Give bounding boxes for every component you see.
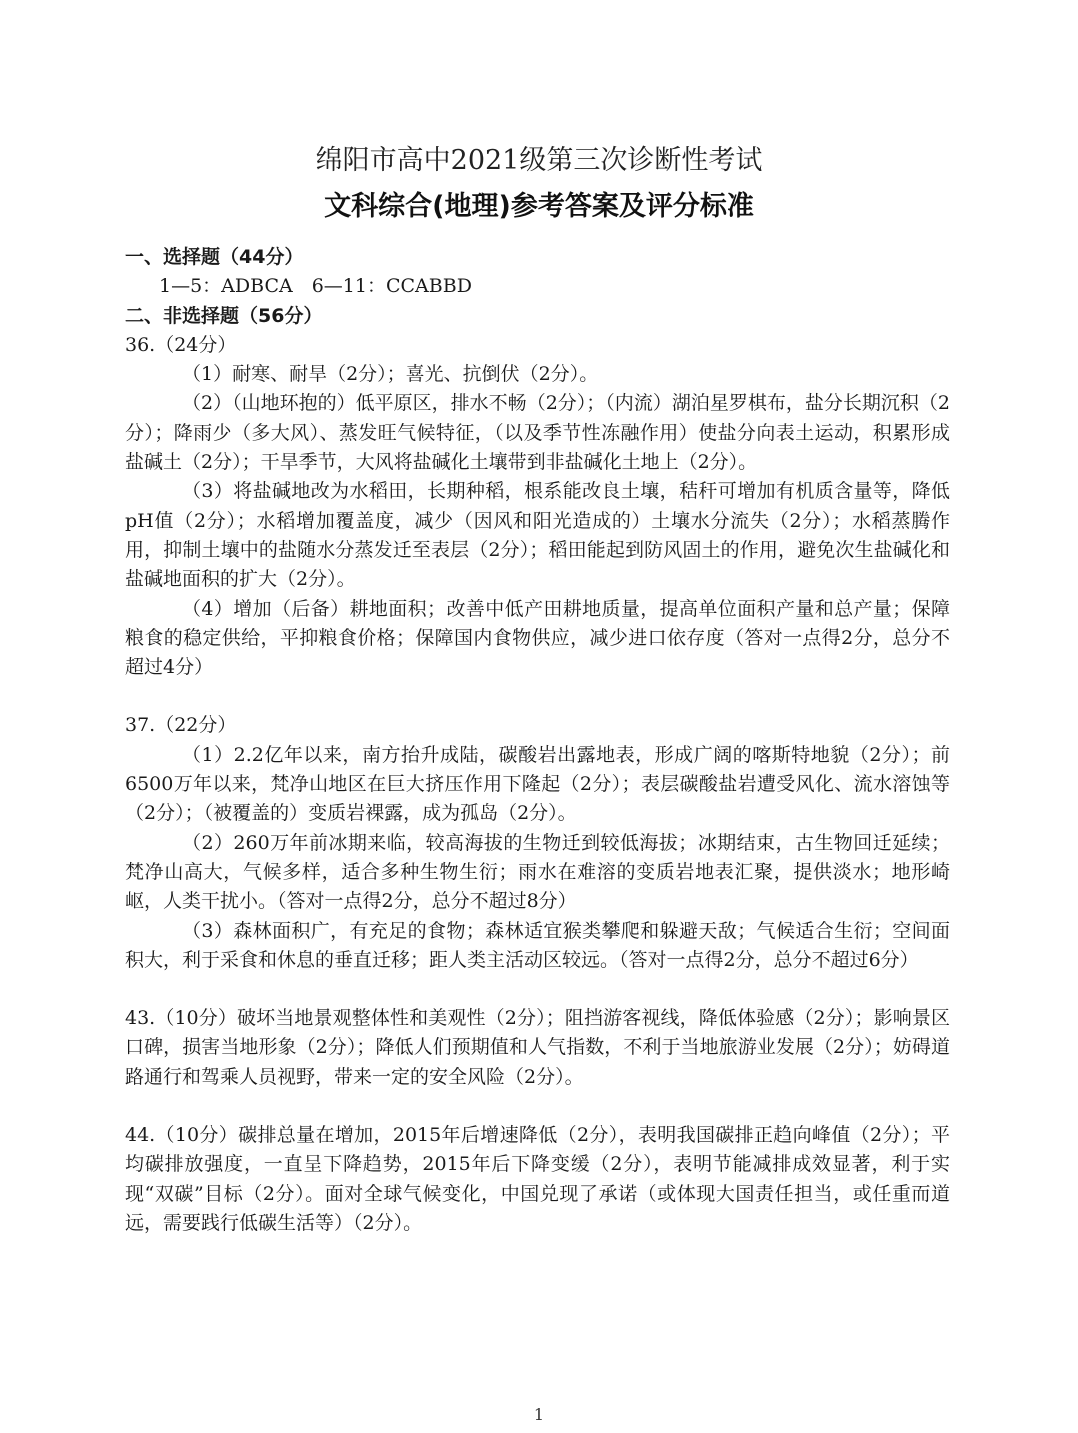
- question-37: [125, 711, 950, 975]
- document-title: 绵阳市高中2021级第三次诊断性考试: [315, 145, 763, 176]
- document-body: [125, 243, 950, 1238]
- answer-part: （4）增加（后备）耕地面积；改善中低产田耕地质量，提高单位面积产量和总产量；保障粮食的稳定供给，平抑粮食价格；保障国内食物供应，减少进口依存度（答对一点得2分，总分不超过4分）: [125, 597, 950, 679]
- question-header: 37.（22分）: [125, 714, 237, 737]
- question-36: [125, 331, 950, 683]
- document-subtitle: 文科综合(地理)参考答案及评分标准: [324, 191, 754, 222]
- question-header: 36.（24分）: [125, 333, 237, 356]
- page-number: 1: [533, 1405, 545, 1424]
- section-heading-choice: 一、选择题（44分）: [125, 246, 304, 268]
- answer-part: （2）260万年前冰期来临，较高海拔的生物迁到较低海拔；冰期结束，古生物回迁延续；梵净山高大，气候多样，适合多种生物生衍；雨水在难溶的变质岩地表汇聚，提供淡水；地形崎岖，人类干扰小。（答对一点得2分，总分不超过8分）: [125, 831, 950, 913]
- question-44: [125, 1121, 950, 1238]
- choice-answers: 1—5：ADBCA 6—11：CCABBD: [159, 275, 472, 298]
- answer-part: （1）耐寒、耐旱（2分）；喜光、抗倒伏（2分）。: [182, 363, 599, 386]
- answer-part: 43.（10分）破坏当地景观整体性和美观性（2分）；阻挡游客视线，降低体验感（2分）；影响景区口碑，损害当地形象（2分）；降低人们预期值和人气指数，不利于当地旅游业发展（2分）；妨碍道路通行和驾乘人员视野，带来一定的安全风险（2分）。: [125, 1007, 950, 1088]
- answer-part: （1）2.2亿年以来，南方抬升成陆，碳酸岩出露地表，形成广阔的喀斯特地貌（2分）；前6500万年以来，梵净山地区在巨大挤压作用下隆起（2分）；表层碳酸盐岩遭受风化、流水溶蚀等（2分）；（被覆盖的）变质岩裸露，成为孤岛（2分）。: [125, 743, 950, 825]
- answer-part: （2）（山地环抱的）低平原区，排水不畅（2分）；（内流）湖泊星罗棋布，盐分长期沉积（2分）；降雨少（多大风）、蒸发旺气候特征，（以及季节性冻融作用）使盐分向表土运动，积累形成盐碱土（2分）；干旱季节，大风将盐碱化土壤带到非盐碱化土地上（2分）。: [125, 392, 950, 474]
- answer-part: （3）森林面积广，有充足的食物；森林适宜猴类攀爬和躲避天敌；气候适合生衍；空间面积大，利于采食和休息的垂直迁移；距人类主活动区较远。（答对一点得2分，总分不超过6分）: [125, 919, 950, 971]
- answer-part: 44.（10分）碳排总量在增加，2015年后增速降低（2分），表明我国碳排正趋向峰值（2分）；平均碳排放强度，一直呈下降趋势，2015年后下降变缓（2分），表明节能减排成效显著，利于实现“双碳”目标（2分）。面对全球气候变化，中国兑现了承诺（或体现大国责任担当，或任重而道远，需要践行低碳生活等）（2分）。: [125, 1124, 950, 1234]
- question-43: [125, 1004, 950, 1092]
- section-heading-nonchoice: 二、非选择题（56分）: [125, 304, 323, 327]
- answer-part: （3）将盐碱地改为水稻田，长期种稻，根系能改良土壤，秸秆可增加有机质含量等，降低pH值（2分）；水稻增加覆盖度，减少（因风和阳光造成的）土壤水分流失（2分）；水稻蒸腾作用，抑制土壤中的盐随水分蒸发迁至表层（2分）；稻田能起到防风固土的作用，避免次生盐碱化和盐碱地面积的扩大（2分）。: [125, 480, 950, 591]
